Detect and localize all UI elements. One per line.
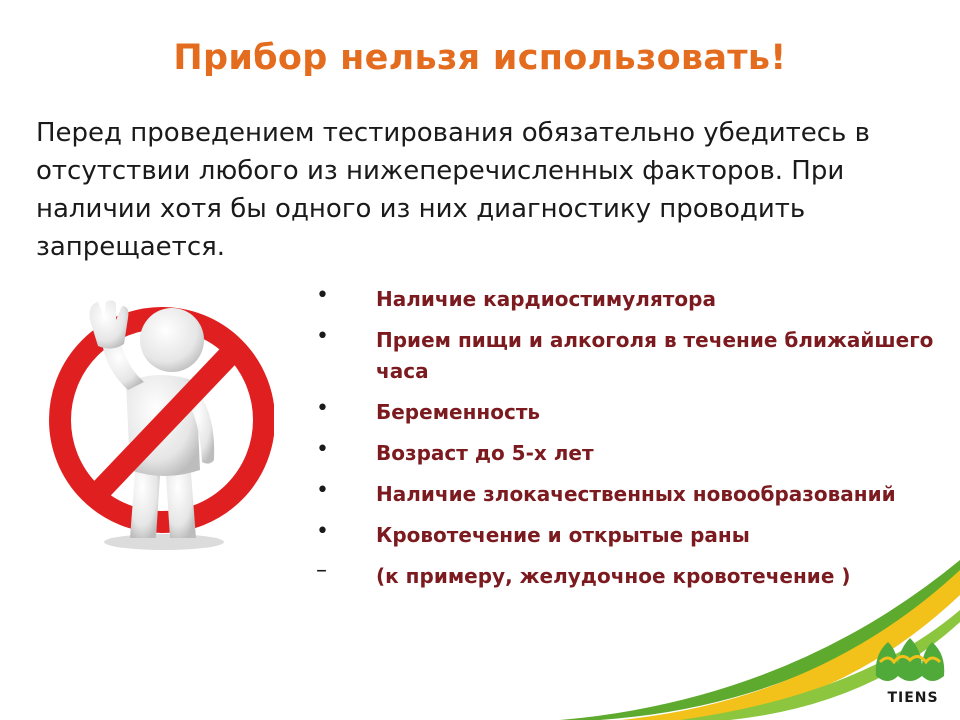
list-item <box>316 438 946 469</box>
list-item <box>316 325 946 387</box>
bullet-mark: • <box>316 437 329 462</box>
list-item-text: Кровотечение и открытые раны <box>376 523 750 547</box>
prohibition-sign-icon <box>44 290 274 555</box>
logo-text: TIENS <box>887 690 939 706</box>
list-item <box>316 284 946 315</box>
list-item <box>316 397 946 428</box>
bullet-mark: • <box>316 324 329 349</box>
bullet-mark: • <box>316 396 329 421</box>
dash-mark: – <box>316 558 327 583</box>
bullet-mark: • <box>316 519 329 544</box>
list-item-text: Наличие кардиостимулятора <box>376 287 716 311</box>
slide-title: Прибор нельзя использовать! <box>173 38 787 78</box>
bullet-mark: • <box>316 478 329 503</box>
list-item-text: Наличие злокачественных новообразований <box>376 482 896 506</box>
bullet-mark: • <box>316 283 329 308</box>
intro-line: отсутствии любого из нижеперечисленных факторов. При <box>36 156 845 186</box>
intro-paragraph <box>36 114 906 266</box>
intro-line: запрещается. <box>36 232 226 262</box>
intro-line: наличии хотя бы одного из них диагностику проводить <box>36 194 806 224</box>
intro-line: Перед проведением тестирования обязательно убедитесь в <box>36 118 870 148</box>
list-item-text: Беременность <box>376 400 541 424</box>
list-item-text: Прием пищи и алкоголя в течение ближайшего часа <box>376 328 934 383</box>
list-item-text: Возраст до 5-х лет <box>376 441 594 465</box>
list-item-text: (к примеру, желудочное кровотечение ) <box>376 564 851 588</box>
